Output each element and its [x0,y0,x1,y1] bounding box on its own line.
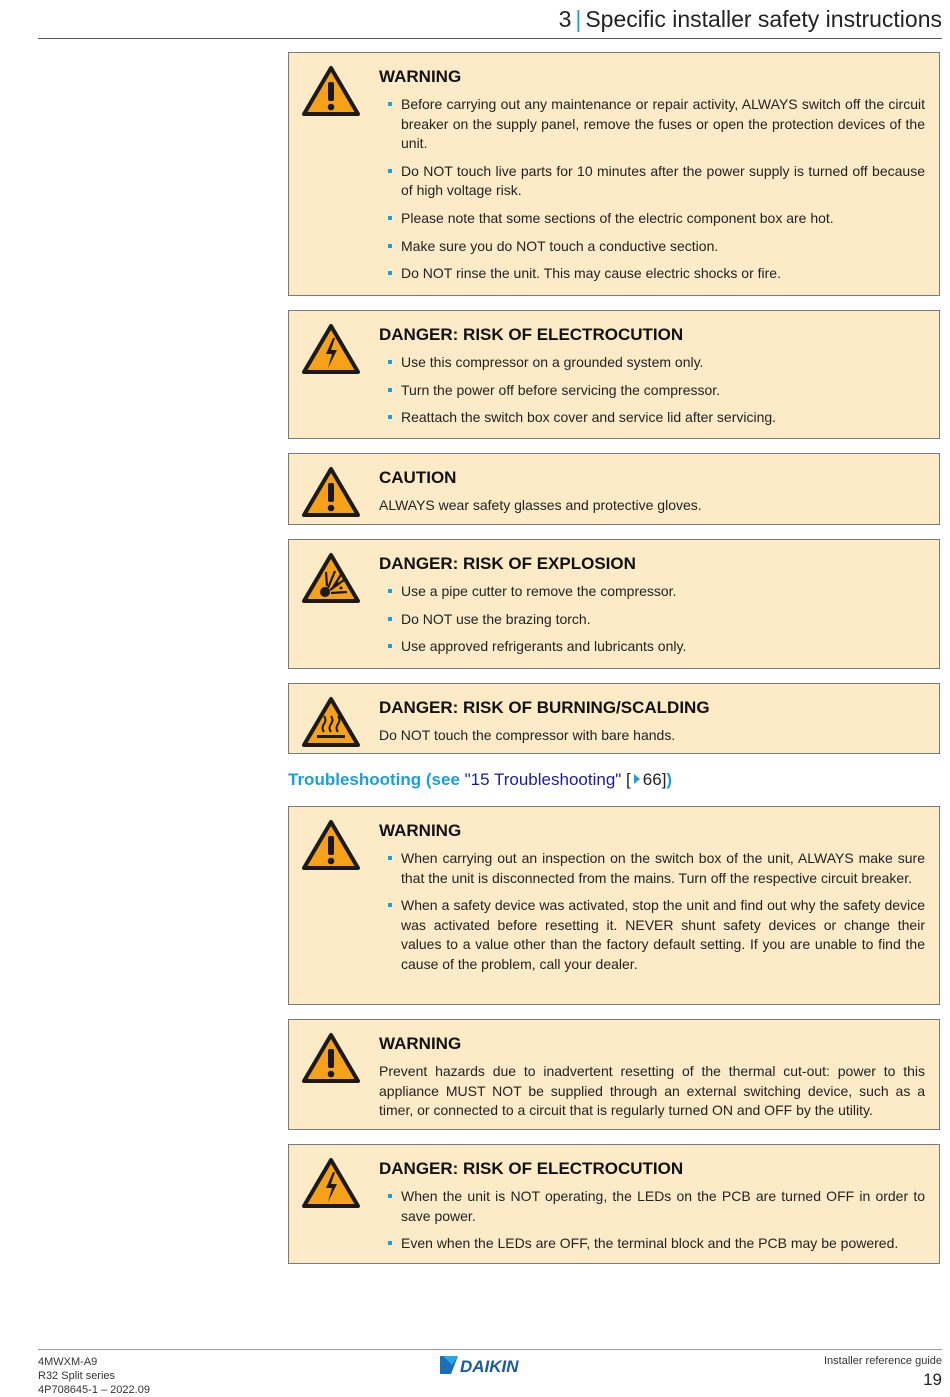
box-title: CAUTION [379,468,457,487]
box-title: DANGER: RISK OF BURNING/SCALDING [379,698,710,717]
bullet-list [379,353,925,428]
danger-explosion-box [288,539,940,669]
warning-triangle-icon [301,466,361,518]
troubleshooting-heading [288,770,672,790]
warning-triangle-icon [301,65,361,117]
page-footer [38,1349,942,1395]
page-header [38,0,942,39]
list-item: Do NOT use the brazing torch. [379,610,925,630]
list-item: Before carrying out any maintenance or repair activity, ALWAYS switch off the circuit breaker on the supply panel, remove the fuses or open the protection devices of the unit. [379,95,925,154]
bracket-open: [ [621,770,631,789]
list-item: When a safety device was activated, stop the unit and find out why the safety device was activated before resetting it. NEVER shunt safety devices or change their values to a value other than the factory default setting. If you are unable to find the cause of the problem, call your dealer. [379,896,925,974]
list-item: Use this compressor on a grounded system only. [379,353,925,373]
page-arrow-icon [634,774,640,784]
warning-triangle-icon [301,819,361,871]
list-item: When the unit is NOT operating, the LEDs on the PCB are turned OFF in order to save power. [379,1187,925,1226]
explosion-triangle-icon [301,552,361,604]
header-separator: | [575,6,582,32]
box-text: Do NOT touch the compressor with bare hands. [379,727,676,743]
chapter-number: 3 [558,6,572,32]
box-title: DANGER: RISK OF EXPLOSION [379,554,636,573]
box-text: Prevent hazards due to inadvertent resetting of the thermal cut-out: power to this appliance MUST NOT be supplied through an external switching device, such as a timer, or connected to a circuit that is regularly turned ON and OFF by the utility. [379,1063,925,1119]
list-item: Do NOT rinse the unit. This may cause electric shocks or fire. [379,264,925,284]
list-item: Use approved refrigerants and lubricants only. [379,637,925,657]
footer-model: 4MWXM-A9 [38,1356,98,1368]
box-title: WARNING [379,1034,462,1053]
electrocution-triangle-icon [301,323,361,375]
list-item: Do NOT touch live parts for 10 minutes after the power supply is turned off because of high voltage risk. [379,162,925,201]
box-text: ALWAYS wear safety glasses and protective gloves. [379,497,702,513]
list-item: Reattach the switch box cover and service lid after servicing. [379,408,925,428]
danger-electrocution-box [288,1144,940,1264]
footer-document-info [38,1355,150,1397]
caution-box [288,453,940,525]
page-number: 19 [923,1370,942,1389]
header-title [559,6,942,33]
warning-box [288,52,940,296]
troubleshooting-link[interactable]: "15 Troubleshooting" [464,770,622,789]
hot-surface-triangle-icon [301,696,361,748]
bullet-list [379,95,925,284]
svg-text:DAIKIN: DAIKIN [460,1357,519,1376]
list-item: Use a pipe cutter to remove the compressor. [379,582,925,602]
list-item: Make sure you do NOT touch a conductive section. [379,237,925,257]
footer-doc-id: 4P708645-1 – 2022.09 [38,1384,150,1396]
heading-prefix: Troubleshooting (see [288,770,465,789]
footer-guide-name: Installer reference guide [823,1355,942,1367]
danger-electrocution-box [288,310,940,439]
bracket-close: ] [661,770,667,789]
box-title: WARNING [379,67,462,86]
bullet-list [379,582,925,657]
bullet-list [379,849,925,975]
footer-series: R32 Split series [38,1370,116,1382]
heading-suffix: ) [666,770,673,789]
list-item: Please note that some sections of the electric component box are hot. [379,209,925,229]
bullet-list [379,1187,925,1254]
electrocution-triangle-icon [301,1157,361,1209]
warning-triangle-icon [301,1032,361,1084]
warning-box [288,806,940,1005]
box-title: WARNING [379,821,462,840]
chapter-title: Specific installer safety instructions [585,6,942,32]
box-title: DANGER: RISK OF ELECTROCUTION [379,1159,684,1178]
page-reference[interactable]: 66 [642,770,662,789]
daikin-logo [438,1354,542,1376]
list-item: Turn the power off before servicing the compressor. [379,381,925,401]
warning-thermal-box [288,1019,940,1130]
danger-burning-box [288,683,940,754]
box-title: DANGER: RISK OF ELECTROCUTION [379,325,684,344]
list-item: Even when the LEDs are OFF, the terminal block and the PCB may be powered. [379,1234,925,1254]
list-item: When carrying out an inspection on the switch box of the unit, ALWAYS make sure that the unit is disconnected from the mains. Turn off the respective circuit breaker. [379,849,925,888]
